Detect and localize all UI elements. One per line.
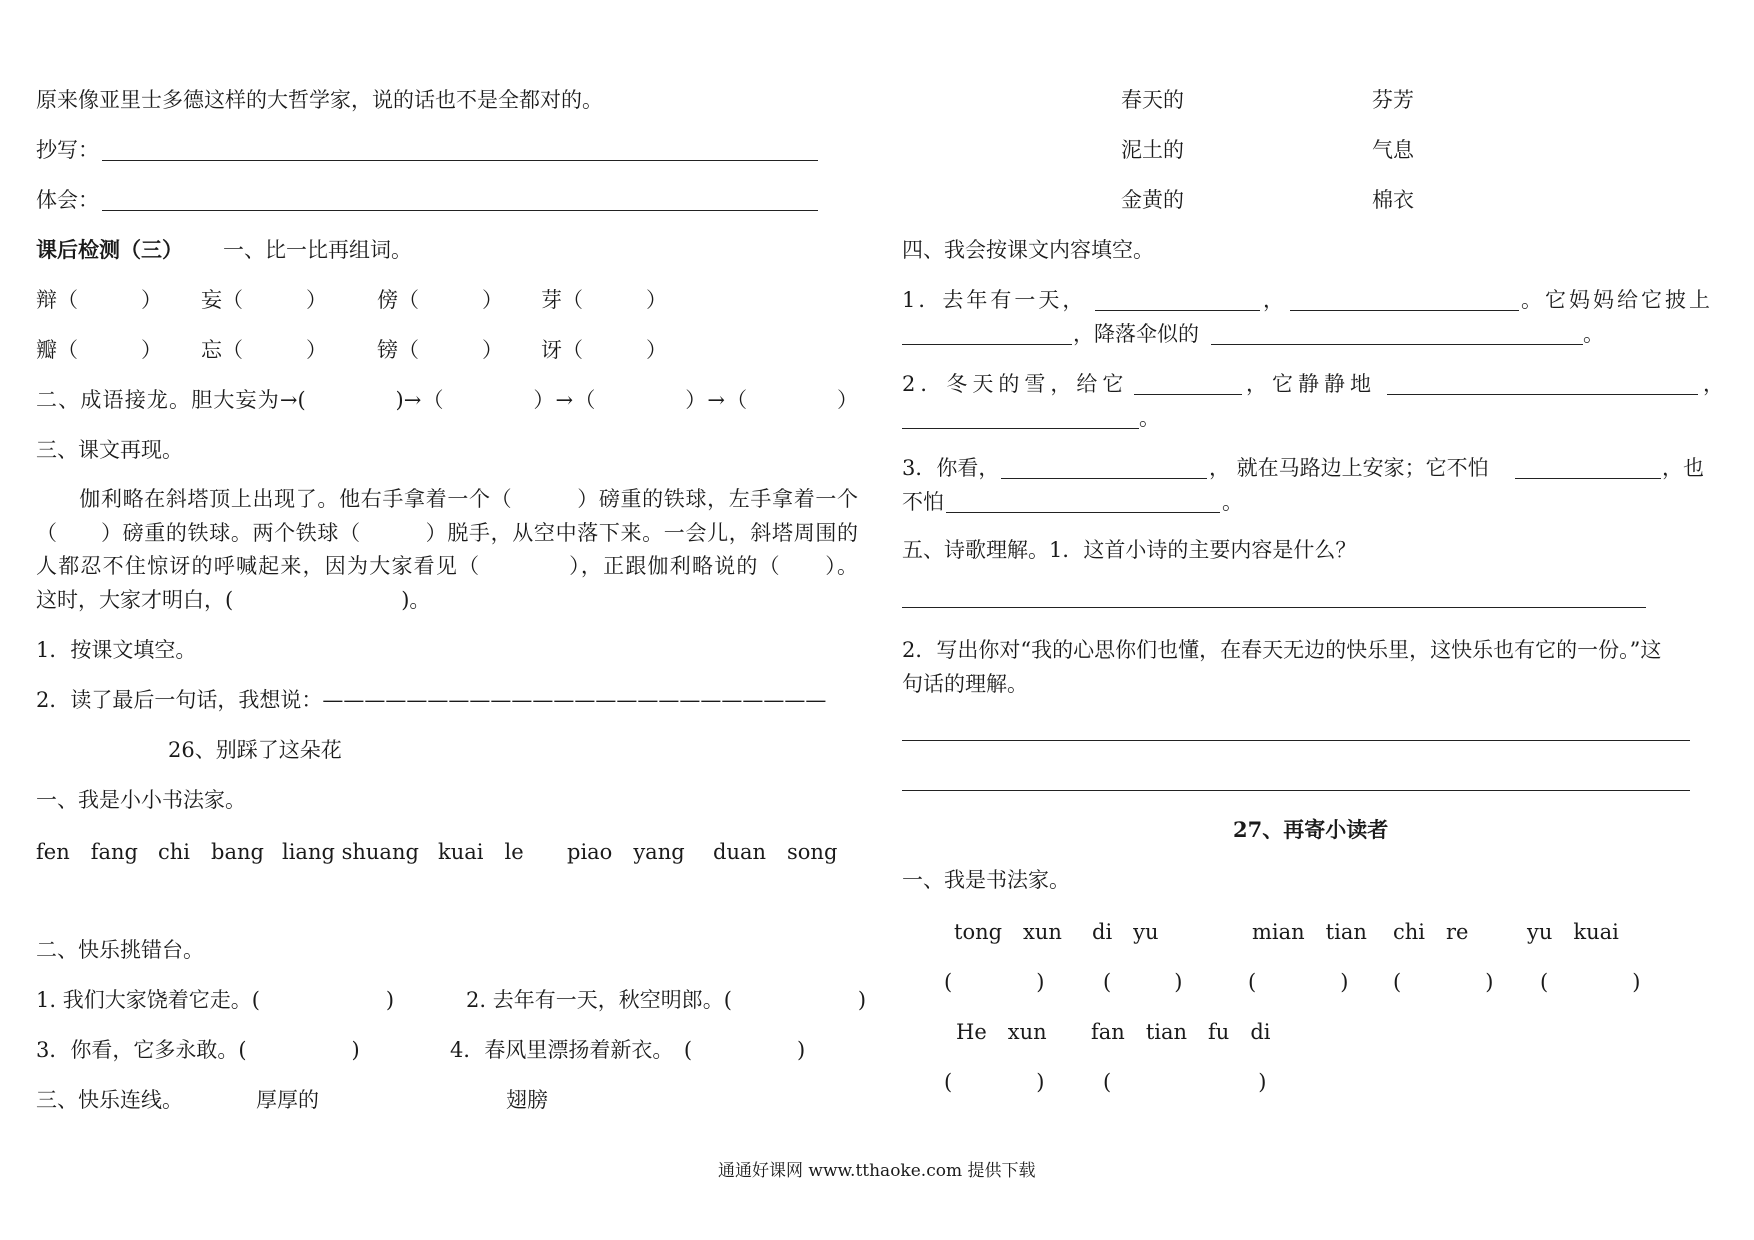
answer-line[interactable] bbox=[902, 790, 1690, 791]
blank-line[interactable] bbox=[1515, 478, 1661, 479]
compare-item: 芽（ ） bbox=[541, 288, 667, 312]
lesson-title: 27、再寄小读者 bbox=[1233, 817, 1389, 842]
fill-text: 。 bbox=[1583, 322, 1604, 346]
passage-line: 人都忍不住惊讶的呼喊起来，因为大家看见（ ），正跟伽利略说的（ ）。 bbox=[36, 554, 858, 578]
answer-line[interactable] bbox=[902, 740, 1690, 741]
question-title: 四、我会按课文内容填空。 bbox=[902, 238, 1154, 262]
question-title: 二、快乐挑错台。 bbox=[36, 938, 204, 962]
fill-text: 2．冬天的雪，给它 bbox=[902, 372, 1129, 396]
pinyin-item: duan song bbox=[713, 840, 838, 864]
error-item: 1. 我们大家饶着它走。( ) bbox=[36, 988, 395, 1012]
lesson-title: 26、别踩了这朵花 bbox=[168, 738, 342, 762]
error-item: 4．春风里漂扬着新衣。 ( ) bbox=[450, 1038, 806, 1062]
copy-label: 抄写： bbox=[36, 138, 99, 162]
answer-brackets[interactable]: ( ) bbox=[1540, 970, 1641, 994]
fill-text: ，也 bbox=[1662, 456, 1704, 480]
passage-line: 这时，大家才明白，( )。 bbox=[36, 588, 431, 612]
compare-item: 忘（ ） bbox=[201, 338, 327, 362]
fill-text: 不怕 bbox=[902, 490, 944, 514]
question-text: 句话的理解。 bbox=[902, 672, 1028, 696]
fill-text: ，它静静地 bbox=[1246, 372, 1376, 396]
link-left-word[interactable]: 厚厚的 bbox=[256, 1088, 319, 1112]
pinyin-item: yu kuai bbox=[1527, 920, 1619, 944]
fill-text: 1．去年有一天， bbox=[902, 288, 1087, 312]
question-title: 三、快乐连线。 bbox=[36, 1088, 183, 1112]
pinyin-item: tong xun bbox=[954, 920, 1062, 944]
compare-item: 瓣（ ） bbox=[36, 338, 162, 362]
question-title: 一、我是书法家。 bbox=[902, 868, 1070, 892]
answer-brackets[interactable]: ( ) bbox=[944, 970, 1045, 994]
fill-text: 。 bbox=[1222, 490, 1243, 514]
blank-line[interactable] bbox=[1095, 310, 1260, 311]
passage-line: 伽利略在斜塔顶上出现了。他右手拿着一个（ ）磅重的铁球，左手拿着一个 bbox=[36, 487, 858, 511]
fill-text: 3．你看， bbox=[902, 456, 1000, 480]
compare-item: 讶（ ） bbox=[541, 338, 667, 362]
fill-text: ， bbox=[1263, 288, 1284, 312]
pinyin-item: chi bang bbox=[158, 840, 264, 864]
answer-brackets[interactable]: ( ) bbox=[1248, 970, 1349, 994]
answer-brackets[interactable]: ( ) bbox=[944, 1070, 1045, 1094]
pinyin-item: He xun bbox=[956, 1020, 1047, 1044]
passage-line: （ ）磅重的铁球。两个铁球（ ）脱手，从空中落下来。一会儿，斜塔周围的 bbox=[36, 521, 858, 545]
compare-item: 妄（ ） bbox=[201, 288, 327, 312]
question-title: 三、课文再现。 bbox=[36, 438, 183, 462]
pinyin-item: mian tian bbox=[1252, 920, 1367, 944]
feel-label: 体会： bbox=[36, 188, 99, 212]
link-left-word[interactable]: 金黄的 bbox=[1121, 188, 1184, 212]
link-right-word[interactable]: 气息 bbox=[1372, 138, 1414, 162]
blank-line[interactable] bbox=[1211, 344, 1583, 345]
footer-credit: 通通好课网 www.tthaoke.com 提供下载 bbox=[718, 1161, 1036, 1181]
answer-brackets[interactable]: ( ) bbox=[1393, 970, 1494, 994]
idiom-chain: 二、成语接龙。胆大妄为→( )→（ ）→（ ）→（ ） bbox=[36, 388, 858, 412]
blank-line[interactable] bbox=[1290, 310, 1519, 311]
compare-item: 镑（ ） bbox=[377, 338, 503, 362]
link-right-word[interactable]: 棉衣 bbox=[1372, 188, 1414, 212]
pinyin-item: chi re bbox=[1393, 920, 1469, 944]
link-left-word[interactable]: 春天的 bbox=[1121, 88, 1184, 112]
error-item: 3．你看，它多永敢。( ) bbox=[36, 1038, 360, 1062]
feel-answer-line[interactable] bbox=[102, 210, 818, 211]
fill-text: 。它妈妈给它披上 bbox=[1521, 288, 1713, 312]
answer-brackets[interactable]: ( ) bbox=[1103, 970, 1183, 994]
blank-line[interactable] bbox=[1387, 394, 1698, 395]
pinyin-item: piao yang bbox=[567, 840, 685, 864]
question-title: 一、比一比再组词。 bbox=[223, 238, 412, 262]
pinyin-item: kuai le bbox=[438, 840, 524, 864]
link-left-word[interactable]: 泥土的 bbox=[1121, 138, 1184, 162]
fill-text: ，降落伞似的 bbox=[1073, 322, 1199, 346]
fill-text: ， 就在马路边上安家；它不怕 bbox=[1209, 456, 1489, 480]
blank-line[interactable] bbox=[902, 344, 1072, 345]
link-right-word[interactable]: 芬芳 bbox=[1372, 88, 1414, 112]
blank-line[interactable] bbox=[946, 512, 1220, 513]
section-title: 课后检测（三） bbox=[36, 237, 183, 262]
question-text: 2．写出你对“我的心思你们也懂，在春天无边的快乐里，这快乐也有它的一份。”这 bbox=[902, 638, 1662, 662]
question-title: 五、诗歌理解。1．这首小诗的主要内容是什么？ bbox=[902, 538, 1357, 562]
blank-line[interactable] bbox=[1001, 478, 1207, 479]
question-title: 一、我是小小书法家。 bbox=[36, 788, 246, 812]
pinyin-item: di yu bbox=[1092, 920, 1159, 944]
fill-item: 1．按课文填空。 bbox=[36, 638, 197, 662]
compare-item: 傍（ ） bbox=[377, 288, 503, 312]
blank-line[interactable] bbox=[1134, 394, 1242, 395]
pinyin-item: fen fang bbox=[36, 840, 138, 864]
blank-line[interactable] bbox=[902, 428, 1139, 429]
compare-item: 辩（ ） bbox=[36, 288, 162, 312]
pinyin-item: liang shuang bbox=[282, 840, 419, 864]
answer-line[interactable] bbox=[902, 607, 1646, 608]
fill-text: ， bbox=[1703, 372, 1724, 396]
copy-answer-line[interactable] bbox=[102, 160, 818, 161]
link-right-word[interactable]: 翅膀 bbox=[506, 1088, 548, 1112]
fill-item: 2．读了最后一句话，我想说：———————————————————————— bbox=[36, 688, 827, 712]
error-item: 2. 去年有一天，秋空明郎。( ) bbox=[466, 988, 867, 1012]
pinyin-item: fan tian fu di bbox=[1091, 1020, 1271, 1044]
text-line: 原来像亚里士多德这样的大哲学家，说的话也不是全都对的。 bbox=[36, 88, 603, 112]
fill-text: 。 bbox=[1139, 406, 1160, 430]
answer-brackets[interactable]: ( ) bbox=[1103, 1070, 1267, 1094]
